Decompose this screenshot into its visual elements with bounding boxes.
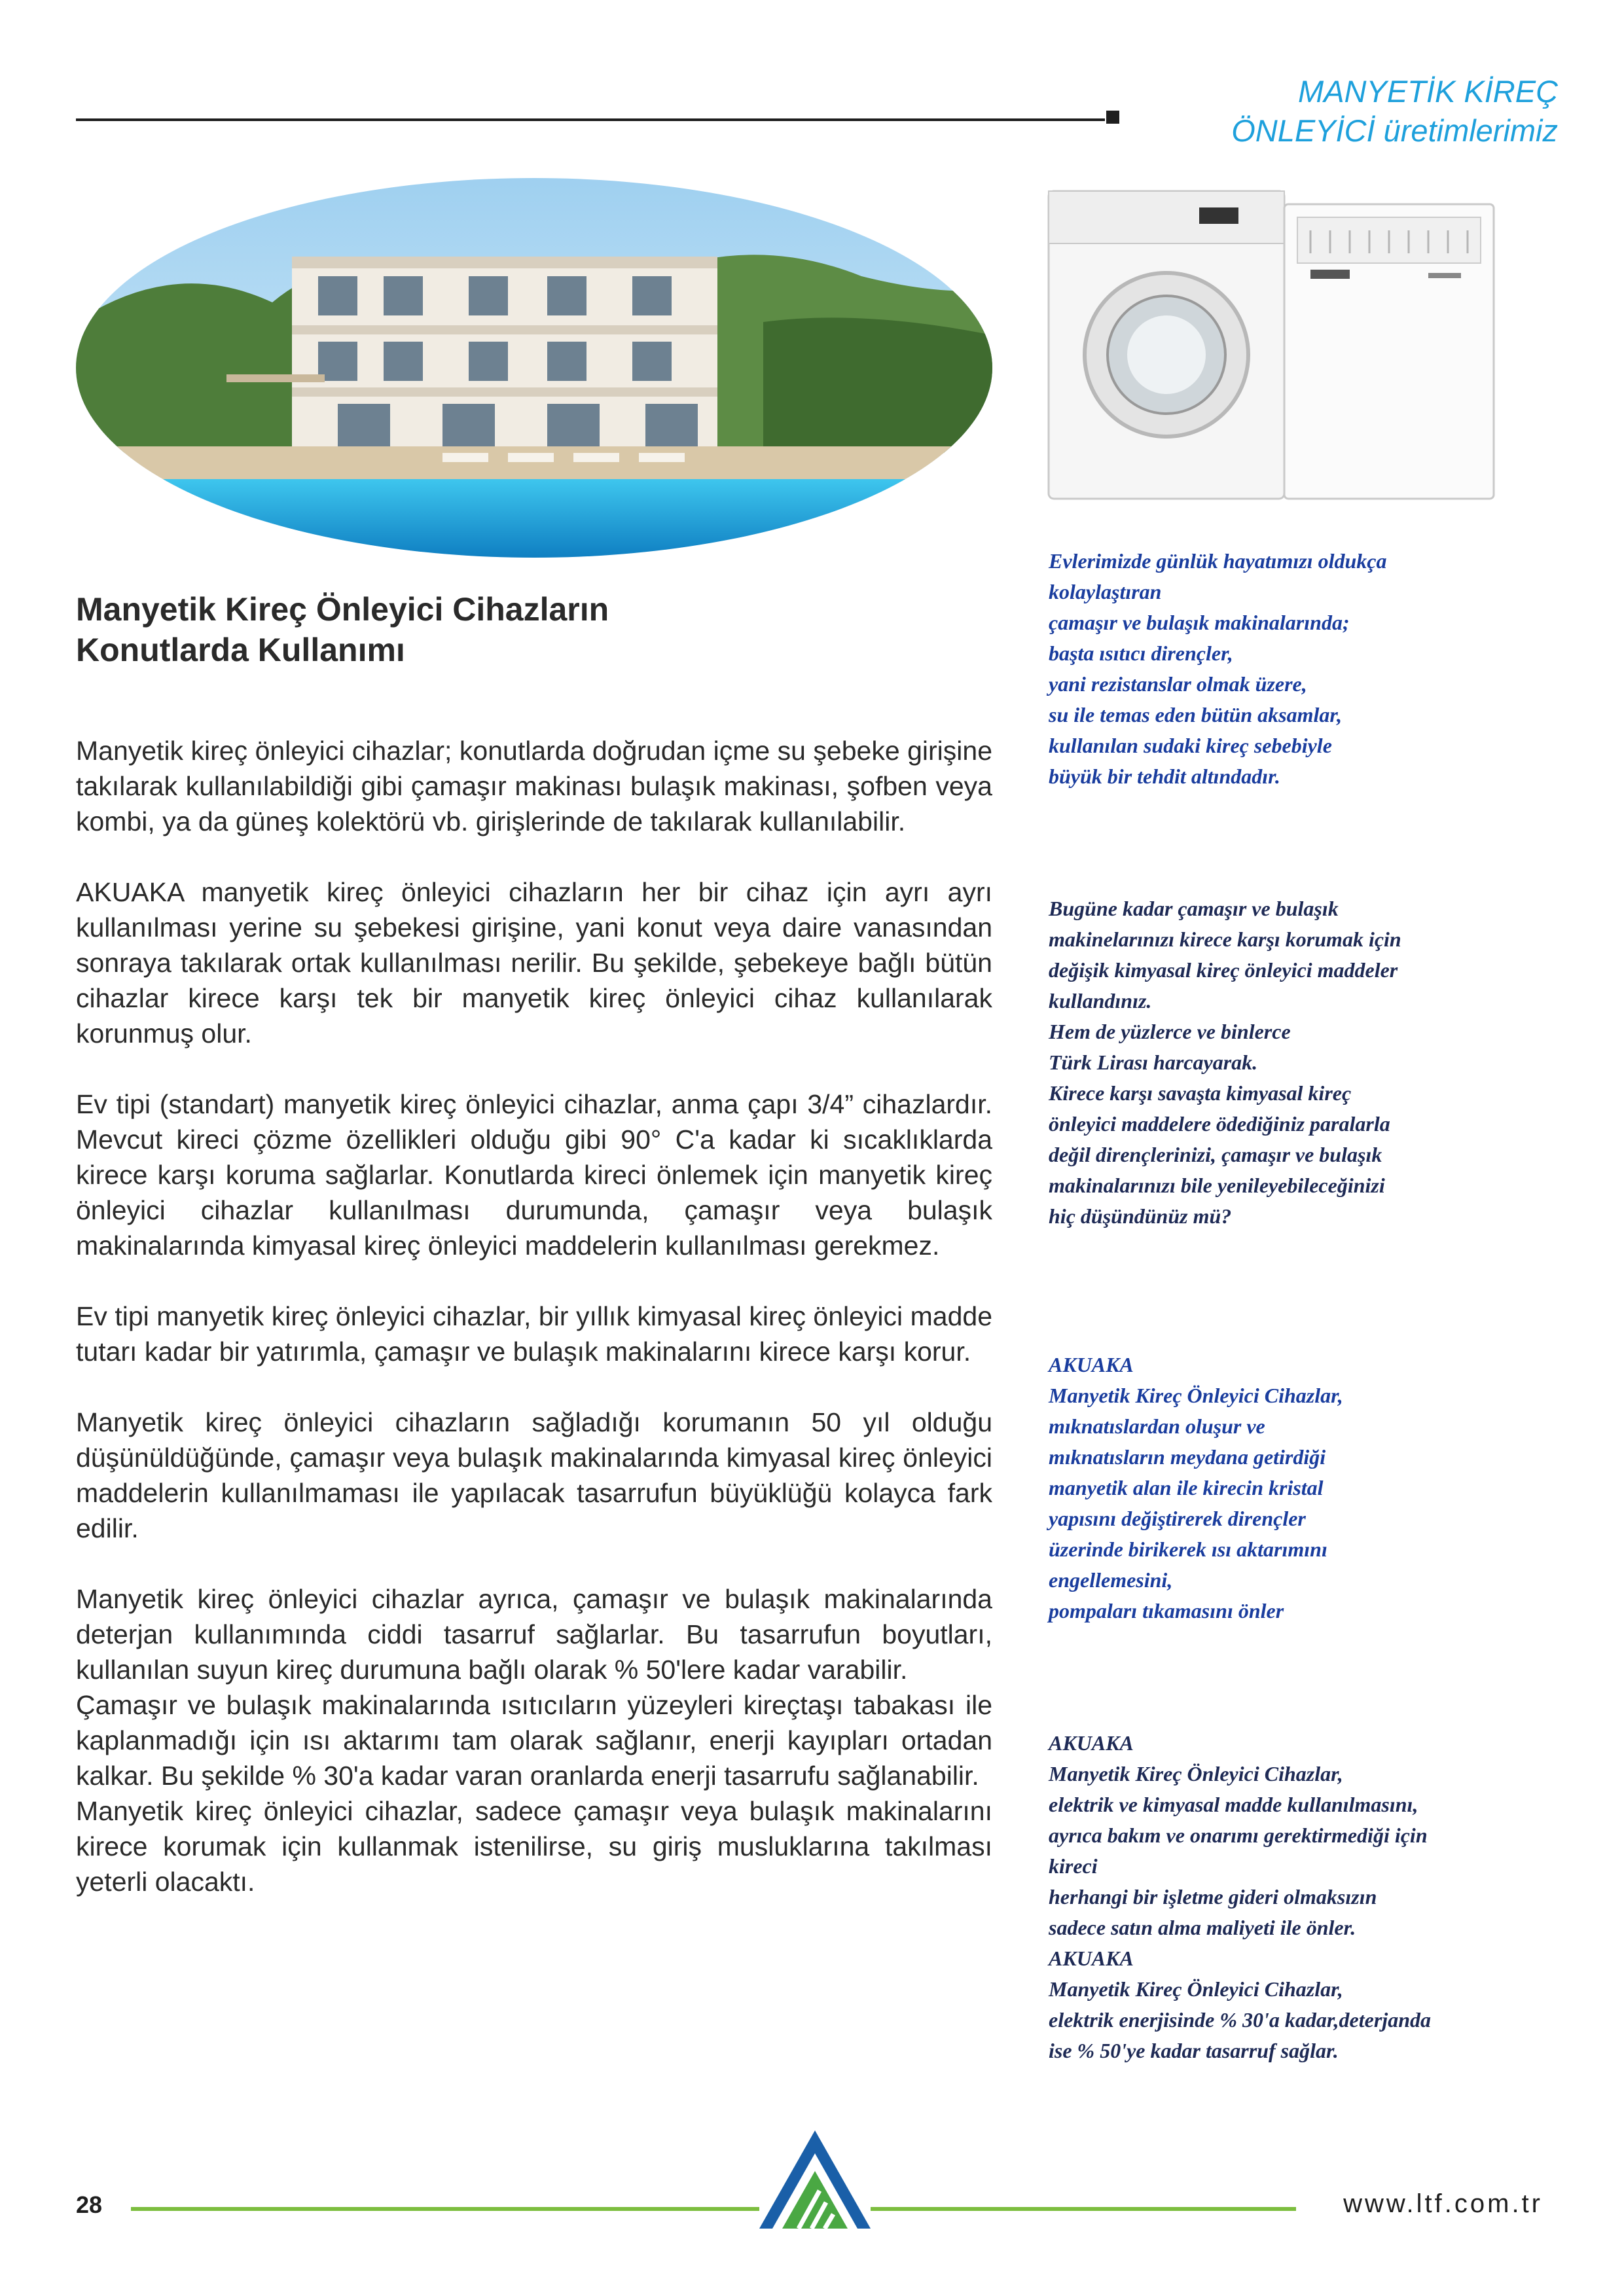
- sidebar-note-cost: [1049, 893, 1572, 1232]
- sidebar-line: manyetik alan ile kirecin kristal: [1049, 1476, 1324, 1499]
- article-paragraph: Çamaşır ve bulaşık makinalarında ısıtıcıların yüzeyleri kireçtaşı tabakası ile kaplanmadığı için ısı aktarımı tam olarak sağlanır, enerji kayıpları ortadan kalkar. Bu şekilde % 30'a kadar varan oranlarda enerji tasarrufu sağlanabilir.: [76, 1690, 992, 1791]
- footer-divider-right: [871, 2207, 1296, 2211]
- section-header-line2: ÖNLEYİCİ üretimlerimiz: [1231, 113, 1558, 148]
- article-paragraph: AKUAKA manyetik kireç önleyici cihazların her bir cihaz için ayrı ayrı kullanılması yerine su şebekesi girişine, yani konut veya daire vanasından sonraya takılarak ortak kullanılması nerilir. Bu şekilde, şebekeye bağlı bütün cihazlar kirece karşı tek bir manyetik kireç önleyici cihaz kullanılarak korunmuş olur.: [76, 877, 992, 1049]
- sidebar-line: yani rezistanslar olmak üzere,: [1049, 672, 1307, 696]
- footer-divider-left: [131, 2207, 759, 2211]
- sidebar-line: elektrik ve kimyasal madde kullanılmasını,: [1049, 1793, 1418, 1816]
- sidebar-line: önleyici maddelere ödediğiniz paralarla: [1049, 1112, 1390, 1136]
- washing-machine-dishwasher-photo: [1036, 178, 1507, 505]
- sidebar-line: değil dirençlerinizi, çamaşır ve bulaşık: [1049, 1143, 1382, 1166]
- sidebar-line: su ile temas eden bütün aksamlar,: [1049, 703, 1343, 726]
- page-number: 28: [76, 2191, 103, 2218]
- sidebar-line: çamaşır ve bulaşık makinalarında;: [1049, 611, 1350, 634]
- sidebar-line: kolaylaştıran: [1049, 580, 1162, 603]
- sidebar-line: Manyetik Kireç Önleyici Cihazlar,: [1049, 1384, 1343, 1407]
- sidebar-line: ayrıca bakım ve onarımı gerektirmediği için: [1049, 1823, 1428, 1847]
- sidebar-note-how-it-works: [1049, 1350, 1572, 1626]
- sidebar-line: üzerinde birikerek ısı aktarımını: [1049, 1537, 1327, 1561]
- header-divider: [76, 118, 1105, 121]
- article-paragraph: Ev tipi manyetik kireç önleyici cihazlar, bir yıllık kimyasal kireç önleyici madde tutarı kadar bir yatırımla, çamaşır ve bulaşık makinalarını kirece karşı korur.: [76, 1301, 992, 1367]
- website-url: www.ltf.com.tr: [1343, 2189, 1543, 2218]
- article-title-line2: Konutlarda Kullanımı: [76, 632, 405, 668]
- sidebar-line: başta ısıtıcı dirençler,: [1049, 641, 1233, 665]
- sidebar-note-savings: [1049, 1728, 1572, 2066]
- article-paragraph: Ev tipi (standart) manyetik kireç önleyici cihazlar, anma çapı 3/4” cihazlardır. Mevcut kireci çözme özellikleri olduğu gibi 90° C'a kadar ki sıcaklıklarda kirece karşı koruma sağlarlar. Konutlarda kireci önlemek için manyetik kireç önleyici cihazlar kullanılması durumunda, çamaşır veya bulaşık makinalarında kimyasal kireç önleyici maddelerin kullanılması gerekmez.: [76, 1089, 992, 1261]
- sidebar-line: hiç düşündünüz mü?: [1049, 1204, 1232, 1228]
- section-header: [1231, 72, 1558, 151]
- sidebar-line: Bugüne kadar çamaşır ve bulaşık: [1049, 897, 1339, 920]
- sidebar-line: değişik kimyasal kireç önleyici maddeler: [1049, 958, 1398, 982]
- article-body: [76, 733, 992, 1899]
- sidebar-line: Hem de yüzlerce ve binlerce: [1049, 1020, 1291, 1043]
- sidebar-line: Manyetik Kireç Önleyici Cihazlar,: [1049, 1977, 1343, 2001]
- article-paragraph: Manyetik kireç önleyici cihazlar ayrıca, çamaşır ve bulaşık makinalarında deterjan kullanımında ciddi tasarruf sağlarlar. Bu tasarrufun boyutları, kullanılan suyun kireç durumuna bağlı olarak % 50'lere kadar varabilir.: [76, 1584, 992, 1685]
- sidebar-line: AKUAKA: [1049, 1731, 1134, 1755]
- section-header-line1: MANYETİK KİREÇ: [1298, 74, 1558, 109]
- article-paragraph: Manyetik kireç önleyici cihazlar, sadece çamaşır veya bulaşık makinalarını kirece korumak için kullanmak istenilirse, su giriş musluklarına takılması yeterli olacaktı.: [76, 1796, 992, 1897]
- sidebar-line: sadece satın alma maliyeti ile önler.: [1049, 1916, 1356, 1939]
- sidebar-line: elektrik enerjisinde % 30'a kadar,deterjanda: [1049, 2008, 1431, 2032]
- sidebar-line: Manyetik Kireç Önleyici Cihazlar,: [1049, 1762, 1343, 1785]
- company-logo-icon: [759, 2130, 871, 2229]
- sidebar-line: kireci: [1049, 1854, 1098, 1878]
- sidebar-line: Türk Lirası harcayarak.: [1049, 1050, 1258, 1074]
- article-title: [76, 589, 927, 670]
- sidebar-line: yapısını değiştirerek dirençler: [1049, 1507, 1306, 1530]
- sidebar-line: büyük bir tehdit altındadır.: [1049, 764, 1280, 788]
- sidebar-line: AKUAKA: [1049, 1353, 1134, 1376]
- sidebar-line: mıknatıslardan oluşur ve: [1049, 1414, 1265, 1438]
- sidebar-line: kullandınız.: [1049, 989, 1152, 1013]
- sidebar-line: pompaları tıkamasını önler: [1049, 1599, 1284, 1623]
- sidebar-line: makinelarınızı kirece karşı korumak için: [1049, 927, 1401, 951]
- sidebar-line: Kirece karşı savaşta kimyasal kireç: [1049, 1081, 1352, 1105]
- sidebar-line: ise % 50'ye kadar tasarruf sağlar.: [1049, 2039, 1339, 2062]
- sidebar-note-threat: [1049, 546, 1572, 792]
- sidebar-line: Evlerimizde günlük hayatımızı oldukça: [1049, 549, 1387, 573]
- sidebar-line: AKUAKA: [1049, 1946, 1134, 1970]
- article-paragraph: Manyetik kireç önleyici cihazların sağladığı korumanın 50 yıl olduğu düşünüldüğünde, çamaşır veya bulaşık makinalarında kimyasal kireç önleyici maddelerin kullanılmaması ile yapılacak tasarrufun büyüklüğü kolayca fark edilir.: [76, 1407, 992, 1543]
- sidebar-line: engellemesini,: [1049, 1568, 1173, 1592]
- article-paragraph: Manyetik kireç önleyici cihazlar; konutlarda doğrudan içme su şebeke girişine takılarak kullanılabildiği gibi çamaşır makinası bulaşık makinası, şofben veya kombi, ya da güneş kolektörü vb. girişlerinde de takılarak kullanılabilir.: [76, 736, 992, 836]
- sidebar-line: mıknatısların meydana getirdiği: [1049, 1445, 1326, 1469]
- sidebar-line: kullanılan sudaki kireç sebebiyle: [1049, 734, 1332, 757]
- article-title-line1: Manyetik Kireç Önleyici Cihazların: [76, 591, 609, 628]
- header-divider-marker: [1106, 111, 1119, 124]
- sidebar-line: herhangi bir işletme gideri olmaksızın: [1049, 1885, 1377, 1909]
- villa-pool-photo: [76, 178, 992, 558]
- sidebar-line: makinalarınızı bile yenileyebileceğinizi: [1049, 1174, 1385, 1197]
